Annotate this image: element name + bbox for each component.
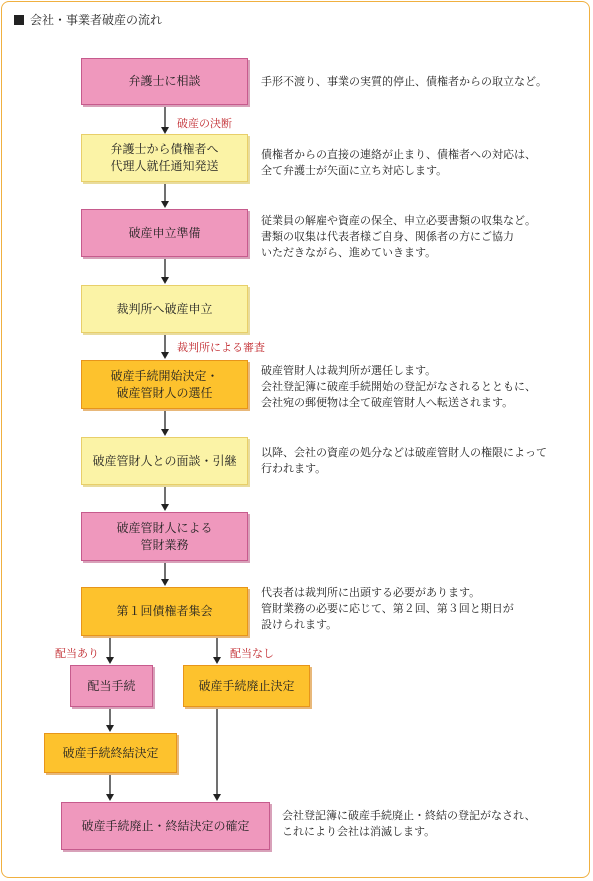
description-final: 会社登記簿に破産手続廃止・終結の登記がなされ、 これにより会社は消滅します。 (282, 809, 536, 838)
description-consult: 手形不渡り、事業の実質的停止、債権者からの取立など。 (261, 75, 547, 88)
note-dividend-no: 配当なし (230, 647, 274, 660)
description-preparation: 従業員の解雇や資産の保全、申立必要書類の収集など。 書類の収集は代表者様ご自身、関係者の方にご協力 いただきながら、進めていきます。 (261, 214, 536, 259)
description-creditors-meeting: 代表者は裁判所に出頭する必要があります。 管財業務の必要に応じて、第２回、第３回と期日が 設けられます。 (261, 586, 514, 631)
step-final-confirmation: 破産手続廃止・終結決定の確定 (61, 802, 270, 850)
step-abolition-decision: 破産手続廃止決定 (183, 665, 310, 707)
step-notice-to-creditors: 弁護士から債権者へ 代理人就任通知発送 (81, 134, 248, 182)
step-trustee-administration: 破産管財人による 管財業務 (81, 512, 248, 561)
step-commencement-decision: 破産手続開始決定・ 破産管財人の選任 (81, 360, 248, 409)
note-court-review: 裁判所による審査 (177, 341, 265, 354)
note-dividend-yes: 配当あり (55, 647, 99, 660)
note-bankruptcy-decision: 破産の決断 (177, 117, 232, 130)
step-conclusion-decision: 破産手続終結決定 (44, 733, 177, 773)
step-dividend-procedure: 配当手続 (70, 665, 153, 707)
description-meeting-trustee: 以降、会社の資産の処分などは破産管財人の権限によって 行われます。 (261, 446, 547, 475)
step-consult-lawyer: 弁護士に相談 (81, 58, 248, 105)
description-commencement: 破産管財人は裁判所が選任します。 会社登記簿に破産手続開始の登記がなされるとともに、 会社宛の郵便物は全て破産管財人へ転送されます。 (261, 364, 536, 409)
step-meeting-trustee: 破産管財人との面談・引継 (81, 437, 248, 485)
step-first-creditors-meeting: 第１回債権者集会 (81, 587, 248, 636)
page-title-text: 会社・事業者破産の流れ (30, 13, 163, 27)
step-file-with-court: 裁判所へ破産申立 (81, 285, 248, 333)
step-filing-preparation: 破産申立準備 (81, 209, 248, 257)
description-notice: 債権者からの直接の連絡が止まり、債権者への対応は、 全て弁護士が矢面に立ち対応します。 (261, 148, 536, 177)
